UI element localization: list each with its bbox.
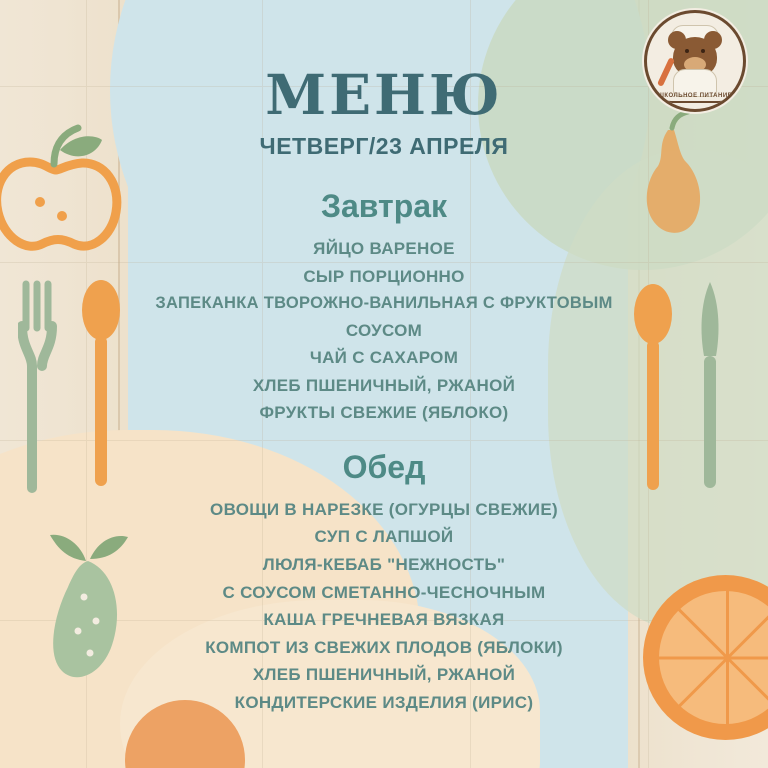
menu-date: ЧЕТВЕРГ/23 АПРЕЛЯ (259, 133, 509, 159)
section-title-lunch: Обед (342, 448, 426, 485)
logo-caption: ШКОЛЬНОЕ ПИТАНИЕ (657, 93, 733, 99)
list-item: ЯЙЦО ВАРЕНОЕ (313, 239, 455, 258)
section-title-breakfast: Завтрак (320, 188, 448, 224)
list-item: СУП С ЛАПШОЙ (314, 527, 454, 547)
list-item: ФРУКТЫ СВЕЖИЕ (ЯБЛОКО) (259, 403, 509, 423)
list-item: ЧАЙ С САХАРОМ (309, 348, 459, 368)
list-item: СЫР ПОРЦИОННО (303, 266, 465, 286)
list-item: КАША ГРЕЧНЕВАЯ ВЯЗКАЯ (263, 610, 505, 630)
dish-list-lunch (0, 496, 768, 716)
list-item: КОНДИТЕРСКИЕ ИЗДЕЛИЯ (ИРИС) (234, 692, 534, 712)
list-item: СОУСОМ (345, 320, 423, 340)
list-item: ОВОЩИ В НАРЕЗКЕ (ОГУРЦЫ СВЕЖИЕ) (210, 499, 558, 519)
page-title: МЕНЮ (265, 62, 503, 127)
list-item: ЛЮЛЯ-КЕБАБ "НЕЖНОСТЬ" (262, 554, 506, 574)
dish-list-breakfast (0, 235, 768, 427)
list-item: ЗАПЕКАНКА ТВОРОЖНО-ВАНИЛЬНАЯ С ФРУКТОВЫМ (155, 294, 613, 313)
list-item: ХЛЕБ ПШЕНИЧНЫЙ, РЖАНОЙ (252, 665, 516, 685)
list-item: С СОУСОМ СМЕТАННО-ЧЕСНОЧНЫМ (222, 582, 546, 602)
list-item: ХЛЕБ ПШЕНИЧНЫЙ, РЖАНОЙ (252, 375, 516, 395)
list-item: КОМПОТ ИЗ СВЕЖИХ ПЛОДОВ (ЯБЛОКИ) (205, 637, 563, 657)
